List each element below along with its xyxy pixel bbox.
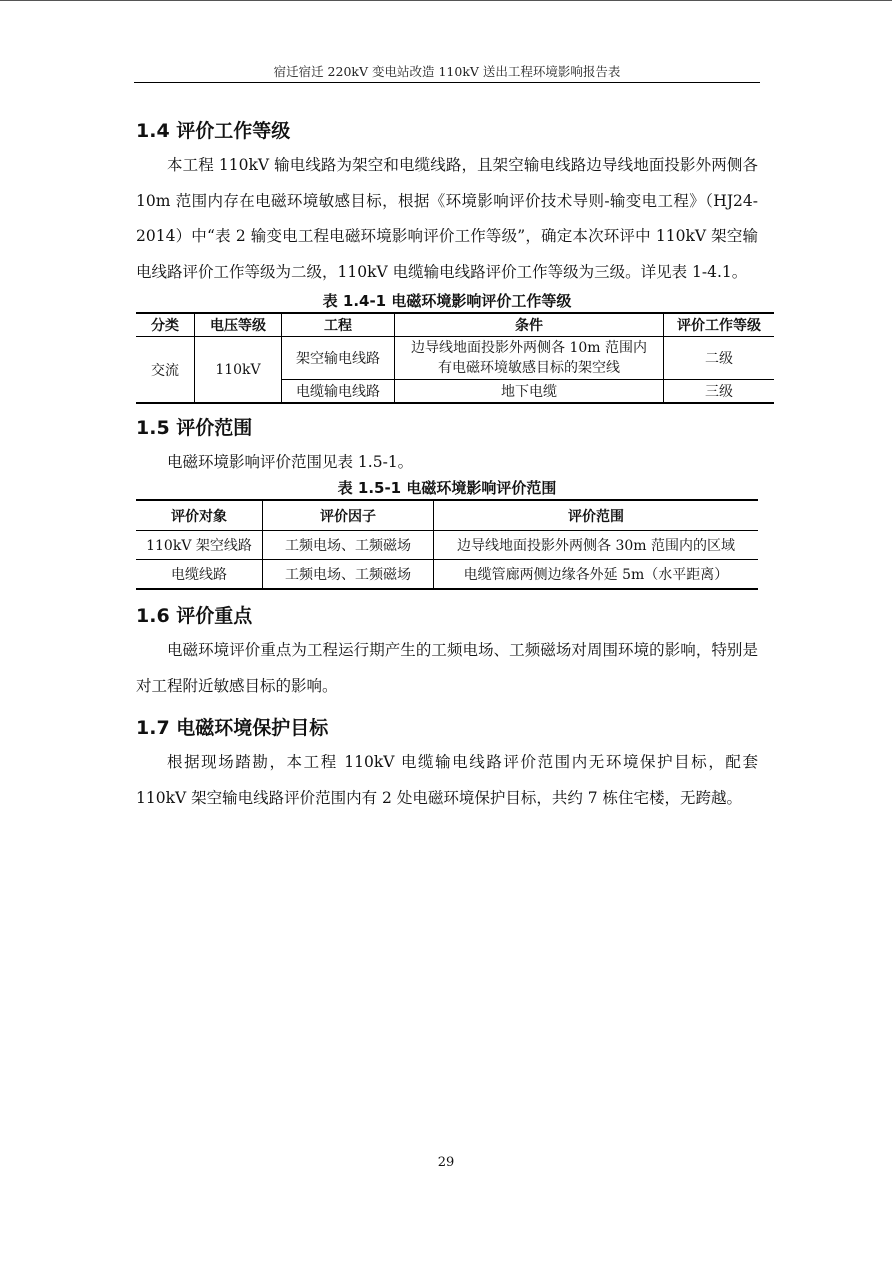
cell-factor: 工频电场、工频磁场 bbox=[263, 531, 434, 560]
header-factor: 评价因子 bbox=[263, 500, 434, 531]
section-1-4-paragraph: 本工程 110kV 输电线路为架空和电缆线路，且架空输电线路边导线地面投影外两侧各 10m 范围内存在电磁环境敏感目标，根据《环境影响评价技术导则-输变电工程》（HJ24-2014）中“表 2 输变电工程电磁环境影响评价工作等级”，确定本次环评中 110kV 架空输电线路评价工作等级为二级，110kV 电缆输电线路评价工作等级为三级。详见表 1-4.1。 bbox=[136, 156, 758, 281]
section-1-6-heading: 1.6 评价重点 bbox=[136, 605, 253, 627]
page-number: 29 bbox=[437, 1155, 455, 1170]
cell-level: 二级 bbox=[664, 337, 775, 380]
cell-condition bbox=[395, 337, 664, 380]
cell-project: 架空输电线路 bbox=[282, 337, 395, 380]
section-1-5-paragraph: 电磁环境影响评价范围见表 1.5-1。 bbox=[167, 453, 414, 471]
header-voltage: 电压等级 bbox=[195, 313, 282, 337]
condition-line-2: 有电磁环境敏感目标的架空线 bbox=[438, 360, 620, 376]
section-1-7-heading: 1.7 电磁环境保护目标 bbox=[136, 717, 329, 739]
table-1-4-1-caption: 表 1.4-1 电磁环境影响评价工作等级 bbox=[322, 292, 572, 310]
header-range: 评价范围 bbox=[434, 500, 759, 531]
running-header: 宿迁宿迁 220kV 变电站改造 110kV 送出工程环境影响报告表 bbox=[273, 64, 621, 79]
section-1-7-paragraph: 根据现场踏勘，本工程 110kV 电缆输电线路评价范围内无环境保护目标，配套 110kV 架空输电线路评价范围内有 2 处电磁环境保护目标，共约 7 栋住宅楼，无跨越。 bbox=[136, 753, 758, 807]
cell-voltage: 110kV bbox=[195, 337, 282, 404]
table-row bbox=[136, 560, 758, 590]
cell-object: 110kV 架空线路 bbox=[136, 531, 263, 560]
header-project: 工程 bbox=[282, 313, 395, 337]
section-1-5-heading: 1.5 评价范围 bbox=[136, 417, 253, 439]
header-level: 评价工作等级 bbox=[664, 313, 775, 337]
table-header-row bbox=[136, 500, 758, 531]
header-condition: 条件 bbox=[395, 313, 664, 337]
header-rule bbox=[134, 82, 760, 83]
table-row bbox=[136, 337, 774, 380]
section-1-6-paragraph: 电磁环境评价重点为工程运行期产生的工频电场、工频磁场对周围环境的影响，特别是对工程附近敏感目标的影响。 bbox=[136, 641, 758, 695]
cell-range: 边导线地面投影外两侧各 30m 范围内的区域 bbox=[434, 531, 759, 560]
condition-line-1: 边导线地面投影外两侧各 10m 范围内 bbox=[411, 340, 647, 356]
cell-factor: 工频电场、工频磁场 bbox=[263, 560, 434, 590]
table-header-row bbox=[136, 313, 774, 337]
table-1-4-1 bbox=[136, 312, 774, 404]
header-object: 评价对象 bbox=[136, 500, 263, 531]
page-top-border bbox=[0, 0, 892, 1]
cell-object: 电缆线路 bbox=[136, 560, 263, 590]
cell-category: 交流 bbox=[136, 337, 195, 404]
table-1-5-1-caption: 表 1.5-1 电磁环境影响评价范围 bbox=[337, 479, 557, 497]
section-1-4-heading: 1.4 评价工作等级 bbox=[136, 120, 291, 142]
table-row bbox=[136, 531, 758, 560]
cell-level: 三级 bbox=[664, 380, 775, 404]
cell-condition: 地下电缆 bbox=[395, 380, 664, 404]
cell-range: 电缆管廊两侧边缘各外延 5m（水平距离） bbox=[463, 567, 729, 583]
page-body bbox=[136, 112, 761, 816]
table-1-5-1 bbox=[136, 499, 758, 590]
header-category: 分类 bbox=[136, 313, 195, 337]
cell-project: 电缆输电线路 bbox=[282, 380, 395, 404]
